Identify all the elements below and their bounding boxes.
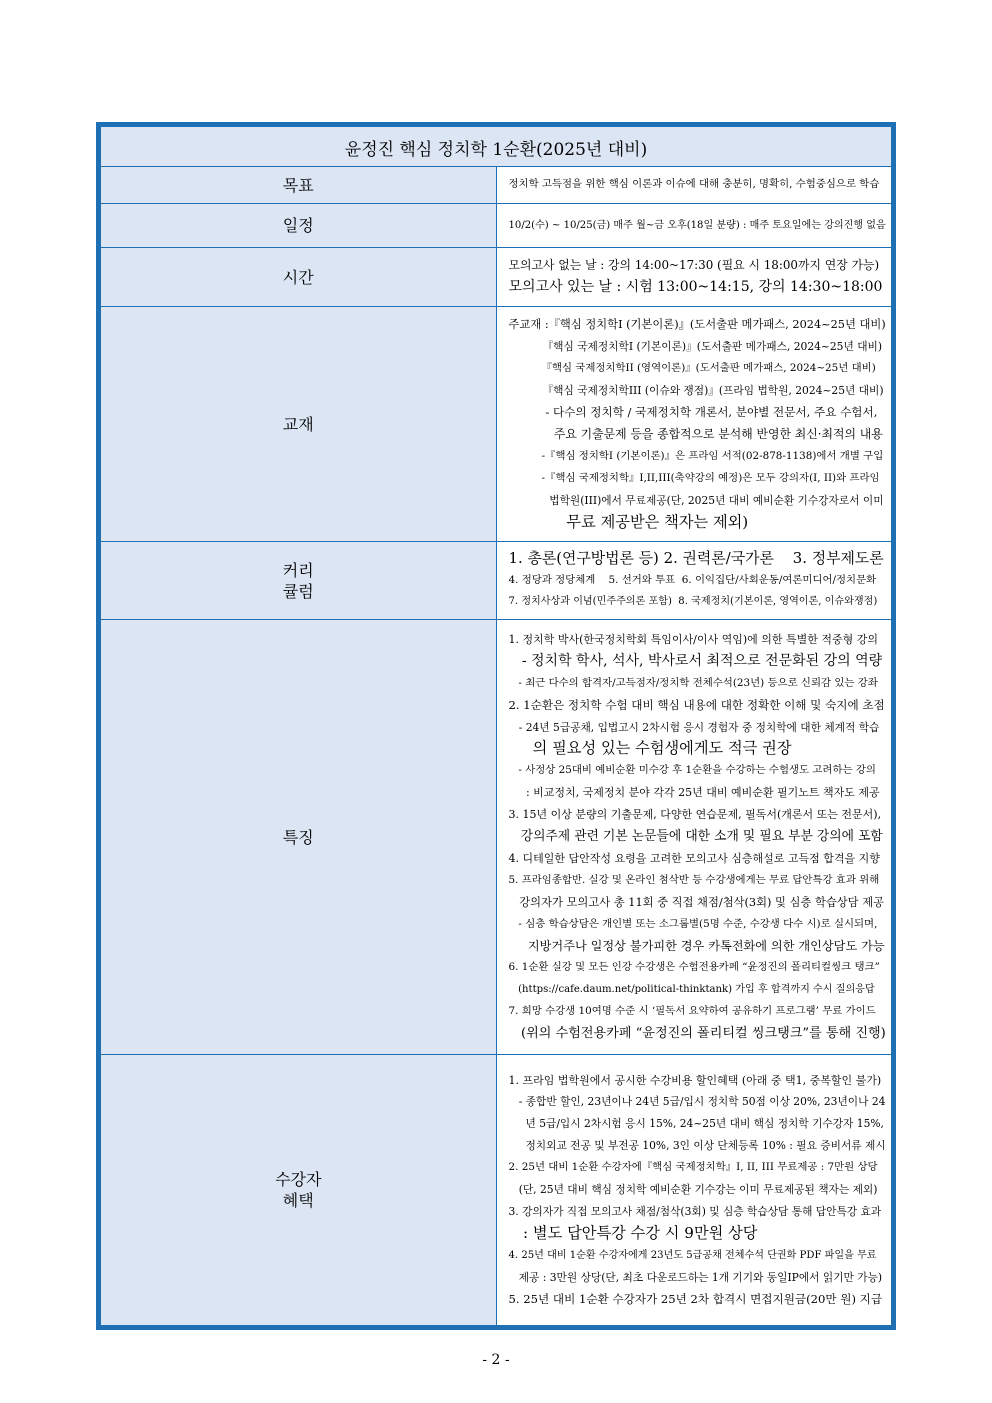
row-header-line: 시간 [282,267,314,287]
body-line: (https://cafe.daum.net/political-thinktank) 가입 후 합격까지 수시 질의응답 [508,984,875,996]
body-line: 『핵심 국제정치학II (영역이론)』(도서출판 메가패스, 2024~25년 대비) [508,362,876,375]
row-body-curriculum [496,542,892,620]
body-line: 강의자가 모의고사 총 11회 중 직접 채점/첨삭(3회) 및 심층 학습상담 제공 [508,895,885,909]
body-line: : 비교정치, 국제정치 분야 각각 25년 대비 예비순환 필기노트 책자도 제공 [508,786,880,800]
course-title: 윤정진 핵심 정치학 1순환(2025년 대비) [101,127,892,167]
page-number: - 2 - [482,1352,510,1368]
row-header-features [101,620,497,1055]
body-line: -『핵심 국제정치학』I,II,III(축약강의 예정)은 모두 강의자(I, II)와 프라임 [508,471,880,484]
body-line: - 사정상 25대비 예비순환 미수강 후 1순환을 수강하는 수험생도 고려하는 강의 [508,764,876,777]
body-line: 지방거주나 일정상 불가피한 경우 카톡전화에 의한 개인상담도 가능 [508,938,885,953]
body-line: 1. 총론(연구방법론 등) 2. 권력론/국가론 3. 정부제도론 [508,548,884,567]
course-info-table [100,126,892,1326]
title-row [101,127,892,167]
body-line: 7. 정치사상과 이념(민주주의론 포함) 8. 국제정치(기본이론, 영역이론, 이슈와쟁점) [508,596,878,608]
row-header-time [101,248,497,307]
row-body-schedule [496,204,892,248]
body-line: 2. 25년 대비 1순환 수강자에『핵심 국제정치학』I, II, III 무료제공 : 7만원 상당 [508,1161,878,1174]
row-body-benefits [496,1055,892,1326]
row-body-time [496,248,892,307]
body-line: 5. 25년 대비 1순환 수강자가 25년 2차 합격시 면접지원금(20만 원) 지급 [508,1291,883,1306]
body-line: 4. 정당과 정당체계 5. 선거와 투표 6. 이익집단/사회운동/여론미디어/정치문화 [508,573,877,586]
body-line: 제공 : 3만원 상당(단, 최초 다운로드하는 1개 기기와 동일IP에서 읽기만 가능) [508,1270,883,1284]
body-line: 모의고사 없는 날 : 강의 14:00~17:30 (필요 시 18:00까지 연장 가능) [508,258,880,273]
body-line: 1. 프라임 법학원에서 공시한 수강비용 할인혜택 (아래 중 택1, 중복할인 불가) [508,1073,882,1087]
row-header-line: 교재 [282,414,314,434]
body-line: : 별도 답안특강 수강 시 9만원 상당 [508,1223,758,1242]
row-schedule [101,204,892,248]
row-header-line: 특징 [282,827,314,847]
body-line: 모의고사 있는 날 : 시험 13:00~14:15, 강의 14:30~18:00 [508,279,883,295]
body-line: 주요 기출문제 등을 종합적으로 분석해 반영한 최신·최적의 내용 [508,427,883,441]
body-line: (단, 25년 대비 핵심 정치학 예비순환 기수강는 이미 무료제공된 책자는 제외) [508,1183,878,1197]
row-benefits [101,1055,892,1326]
body-line: 10/2(수) ~ 10/25(금) 매주 월~금 오후(18일 분량) : 매주 토요일에는 강의진행 없음 [508,219,886,231]
row-header-line: 큘럼 [282,581,314,601]
row-header-benefits [101,1055,497,1326]
body-line: 4. 디테일한 답안작성 요령을 고려한 모의고사 심층해설로 고득점 합격을 지향 [508,851,880,865]
body-line: 강의주제 관련 기본 논문들에 대한 소개 및 필요 부분 강의에 포함 [508,829,883,845]
body-line: 5. 프라임종합반. 실강 및 온라인 첨삭반 등 수강생에게는 무료 답안특강 효과 위해 [508,873,880,886]
row-header-line: 혜택 [282,1191,314,1210]
row-body-features [496,620,892,1055]
body-line: 1. 정치학 박사(한국정치학회 특임이사/이사 역임)에 의한 특별한 적중형 강의 [508,632,879,646]
body-line: -『핵심 정치학I (기본이론)』은 프라임 서적(02-878-1138)에서 개별 구입 [508,449,884,462]
row-header-schedule [101,204,497,248]
body-line: 년 5급/입시 2차시험 응시 15%, 24~25년 대비 핵심 정치학 기수강자 15%, [508,1117,884,1131]
row-goal [101,167,892,204]
body-line: 『핵심 국제정치학I (기본이론)』(도서출판 메가패스, 2024~25년 대비) [508,340,883,354]
body-line: 7. 희망 수강생 10여명 수준 시 ‘필독서 요약하여 공유하기 프로그램’ 무료 가이드 [508,1005,876,1018]
row-header-line: 커리 [282,560,314,580]
row-header-textbook [101,307,497,542]
row-body-textbook [496,307,892,542]
body-line: - 다수의 정치학 / 국제정치학 개론서, 분야별 전문서, 주요 수험서, [508,405,878,420]
body-line: 6. 1순환 실강 및 모든 인강 수강생은 수험전용카페 “윤정진의 폴리티컬씽크 탱크” [508,961,880,974]
row-header-curriculum [101,542,497,620]
row-body-goal [496,167,892,204]
row-header-goal [101,167,497,204]
body-line: 무료 제공받은 책자는 제외) [508,512,749,531]
body-line: 4. 25년 대비 1순환 수강자에게 23년도 5급공채 전체수석 단권화 PDF 파일을 무료 [508,1249,877,1261]
body-line: - 최근 다수의 합격자/고득점자/정치학 전체수석(23년) 등으로 신뢰감 있는 강좌 [508,676,878,689]
body-line: 정치외교 전공 및 부전공 10%, 3인 이상 단체등록 10% : 필요 증비서류 제시 [508,1139,886,1153]
course-info-table-frame [96,122,896,1330]
body-line: 의 필요성 있는 수험생에게도 적극 권장 [508,739,792,758]
row-curriculum [101,542,892,620]
body-line: - 24년 5급공채, 입법고시 2차시험 응시 경험자 중 정치학에 대한 체계적 학습 [508,720,880,734]
row-header-line: 수강자 [275,1170,322,1189]
body-line: 주교재 :『핵심 정치학I (기본이론)』(도서출판 메가패스, 2024~25년 대비) [508,318,886,332]
row-features [101,620,892,1055]
body-line: - 정치학 학사, 석사, 박사로서 최적으로 전문화된 강의 역량 [508,652,883,669]
body-line: 법학원(III)에서 무료제공(단, 2025년 대비 예비순환 기수강자로서 이미 [508,493,884,507]
body-line: 3. 강의자가 직접 모의고사 채점/첨삭(3회) 및 심층 학습상담 통해 답안특강 효과 [508,1204,882,1218]
body-line: 정치학 고득점을 위한 핵심 이론과 이슈에 대해 충분히, 명확히, 수험중심으로 학습 [508,178,880,191]
body-line: (위의 수험전용카페 “윤정진의 폴리티컬 씽크탱크”를 통해 진행) [508,1026,886,1042]
row-time [101,248,892,307]
body-line: - 심층 학습상담은 개인별 또는 소그룹별(5명 수준, 수강생 다수 시)로 실시되며, [508,917,878,930]
body-line: - 종합반 할인, 23년이나 24년 5급/입시 정치학 50점 이상 20%, 23년이나 24 [508,1095,886,1109]
row-textbook [101,307,892,542]
body-line: 3. 15년 이상 분량의 기출문제, 다양한 연습문제, 필독서(개론서 또는 전문서), [508,808,882,822]
row-header-line: 일정 [282,216,314,235]
body-line: 『핵심 국제정치학III (이슈와 쟁점)』(프라임 법학원, 2024~25년 대비) [508,384,884,398]
body-line: 2. 1순환은 정치학 수험 대비 핵심 내용에 대한 정확한 이해 및 숙지에 초점 [508,697,885,712]
row-header-line: 목표 [282,175,314,195]
